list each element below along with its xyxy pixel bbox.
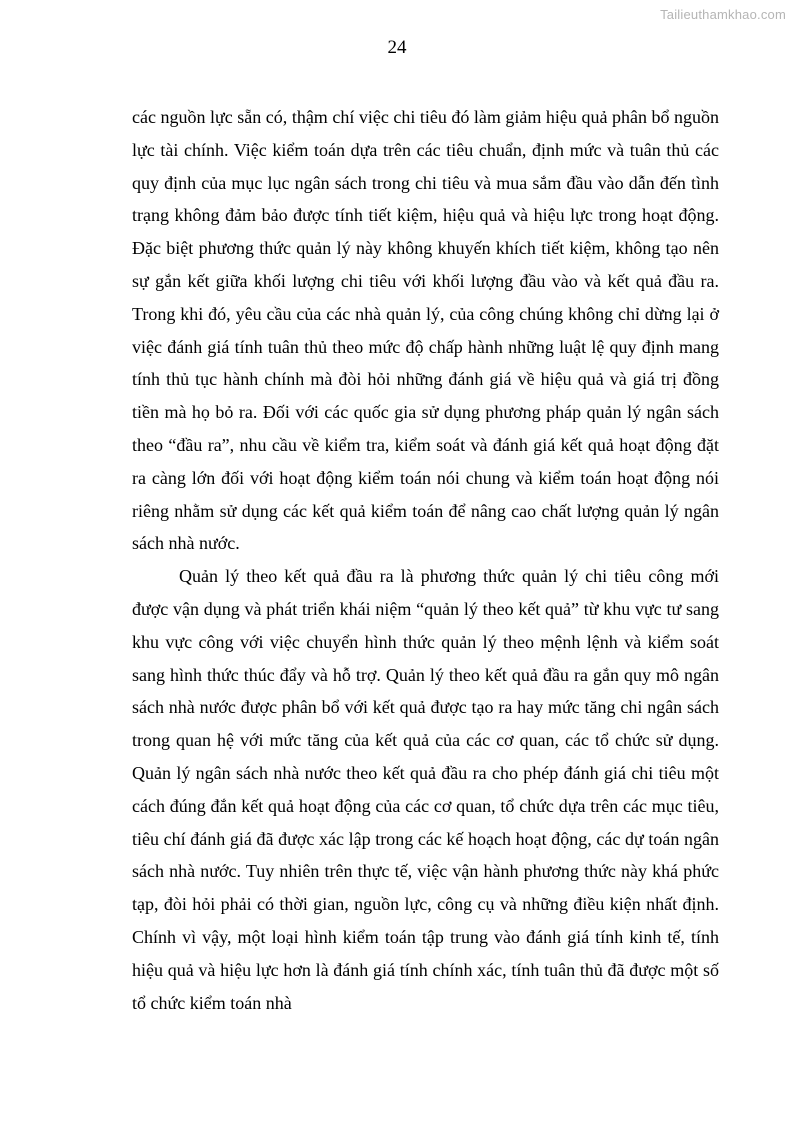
- paragraph-2: Quản lý theo kết quả đầu ra là phương thức quản lý chi tiêu công mới được vận dụng và phát triển khái niệm “quản lý theo kết quả” từ khu vực tư sang khu vực công với việc chuyển hình thức quản lý theo mệnh lệnh và kiểm soát sang hình thức thúc đẩy và hỗ trợ. Quản lý theo kết quả đầu ra gắn quy mô ngân sách nhà nước được phân bổ với kết quả được tạo ra hay mức tăng chi ngân sách trong quan hệ với mức tăng của kết quả của các cơ quan, các tổ chức sử dụng. Quản lý ngân sách nhà nước theo kết quả đầu ra cho phép đánh giá chi tiêu một cách đúng đắn kết quả hoạt động của các cơ quan, tổ chức dựa trên các mục tiêu, tiêu chí đánh giá đã được xác lập trong các kế hoạch hoạt động, các dự toán ngân sách nhà nước. Tuy nhiên trên thực tế, việc vận hành phương thức này khá phức tạp, đòi hỏi phải có thời gian, nguồn lực, công cụ và những điều kiện nhất định. Chính vì vậy, một loại hình kiểm toán tập trung vào đánh giá tính kinh tế, tính hiệu quả và hiệu lực hơn là đánh giá tính chính xác, tính tuân thủ đã được một số tổ chức kiểm toán nhà: [132, 566, 719, 1013]
- watermark-text: Tailieuthamkhao.com: [660, 7, 786, 22]
- document-body: [132, 101, 719, 1019]
- page-number: 24: [387, 37, 407, 58]
- paragraph-1: các nguồn lực sẵn có, thậm chí việc chi tiêu đó làm giảm hiệu quả phân bổ nguồn lực tài chính. Việc kiểm toán dựa trên các tiêu chuẩn, định mức và tuân thủ các quy định của mục lục ngân sách trong chi tiêu và mua sắm đầu vào dẫn đến tình trạng không đảm bảo được tính tiết kiệm, hiệu quả và hiệu lực trong hoạt động. Đặc biệt phương thức quản lý này không khuyến khích tiết kiệm, không tạo nên sự gắn kết giữa khối lượng chi tiêu với khối lượng đầu vào và kết quả đầu ra. Trong khi đó, yêu cầu của các nhà quản lý, của công chúng không chỉ dừng lại ở việc đánh giá tính tuân thủ theo mức độ chấp hành những luật lệ quy định mang tính thủ tục hành chính mà đòi hỏi những đánh giá về hiệu quả và giá trị đồng tiền mà họ bỏ ra. Đối với các quốc gia sử dụng phương pháp quản lý ngân sách theo “đầu ra”, nhu cầu về kiểm tra, kiểm soát và đánh giá kết quả hoạt động đặt ra càng lớn đối với hoạt động kiểm toán nói chung và kiểm toán hoạt động nói riêng nhằm sử dụng các kết quả kiểm toán để nâng cao chất lượng quản lý ngân sách nhà nước.: [132, 107, 719, 554]
